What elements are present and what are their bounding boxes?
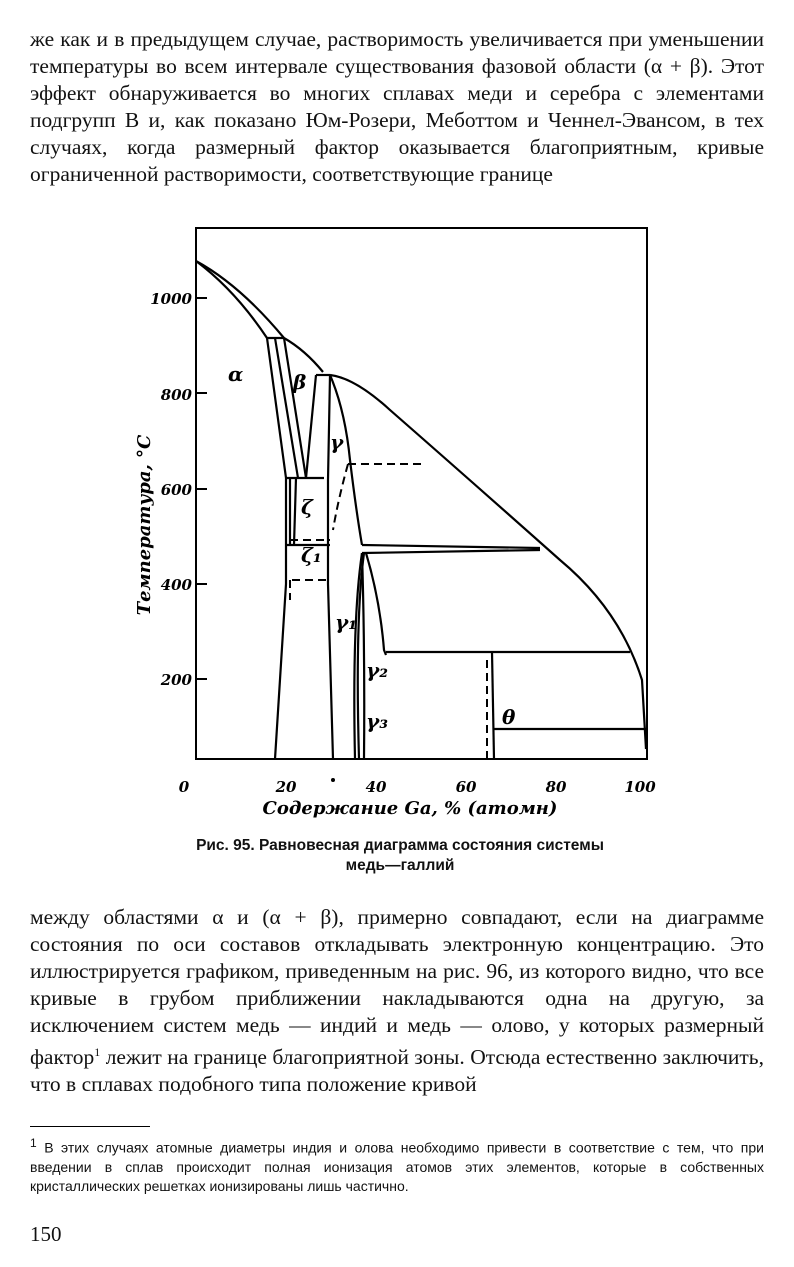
zeta-right xyxy=(294,478,296,545)
page-number: 150 xyxy=(30,1222,62,1246)
dashed-boundaries xyxy=(290,464,487,759)
plot-frame xyxy=(196,228,647,759)
x-tick-label: 40 xyxy=(365,778,387,796)
y-tick-label: 600 xyxy=(160,481,192,499)
x-axis-label: Содержание Ga, % (атомн) xyxy=(262,798,558,819)
x-tick-label: 0 xyxy=(178,778,190,796)
x-tick-labels xyxy=(179,778,656,796)
body-text-end: лежит на границе благоприятной зоны. Отсюда естественно заключить, что в сплавах подобного типа положение кривой xyxy=(30,1045,764,1097)
phase-label-gamma1: γ₁ xyxy=(335,610,357,634)
x-tick-label: 80 xyxy=(545,778,567,796)
footnote-rule xyxy=(30,1126,150,1127)
body-text: между областями α и (α + β), примерно совпадают, если на диаграмме состояния по оси составов откладывать электронную концентрацию. Это иллюстрируется графиком, приведенным на рис. 96, из которого видно, что все кривые в грубом приближении накладываются одна на другую, за исключением систем медь — индий и медь — олово, у которых размерный фактор xyxy=(30,905,764,1070)
horizontal-470 xyxy=(362,550,540,553)
caption-line-1: Рис. 95. Равновесная диаграмма состояния системы xyxy=(196,837,604,854)
dashed-gamma-left xyxy=(333,464,348,530)
phase-label-alpha: α xyxy=(228,362,244,386)
gamma1-dome-right xyxy=(366,553,386,655)
body-paragraph-bottom xyxy=(30,904,764,1098)
phase-label-gamma: γ xyxy=(330,430,344,454)
alpha-solvus xyxy=(267,338,286,759)
phase-label-zeta: ζ xyxy=(301,495,313,519)
phase-label-gamma3: γ₃ xyxy=(366,709,388,733)
horizontal-480-top xyxy=(362,545,540,548)
y-tick-label: 400 xyxy=(160,576,192,594)
phase-label-zeta1: ζ₁ xyxy=(301,543,322,567)
figure-caption xyxy=(120,836,680,876)
solidus-alpha xyxy=(196,261,267,338)
y-tick-labels xyxy=(150,290,192,689)
footnote-text: В этих случаях атомные диаметры индия и олова необходимо привести в соответствие с тем, что при введении в сплав происходит полная ионизация атомов этих элементов, которые в собственных кристаллических решетках ионизированы лишь частично. xyxy=(30,1139,764,1194)
x-tick-label: 20 xyxy=(275,778,297,796)
phase-boundaries xyxy=(196,261,646,759)
gamma2-boundary xyxy=(362,553,364,759)
y-tick-label: 200 xyxy=(160,671,192,689)
x-tick-label: 100 xyxy=(624,778,656,796)
phase-label-gamma2: γ₂ xyxy=(366,658,388,682)
beta-gamma-left xyxy=(306,375,316,478)
footnote-reference: 1 xyxy=(94,1045,101,1059)
phase-label-theta: θ xyxy=(502,705,516,729)
body-paragraph-top: же как и в предыдущем случае, растворимость увеличивается при уменьшении температуры во всем интервале существования фазовой области (α + β). Этот эффект обнаруживается во многих сплавах меди и серебра с элементами подгрупп B и, как показано Юм-Розери, Меботтом и Ченнел-Эвансом, в тех случаях, когда размерный фактор оказывается благоприятным, кривые ограниченной растворимости, соответствующие границе xyxy=(30,27,764,186)
phase-diagram-figure xyxy=(0,210,794,830)
footnote xyxy=(30,1134,764,1196)
y-tick-label: 1000 xyxy=(150,290,192,308)
y-axis-label: Температура, °C xyxy=(134,434,155,616)
footnote-mark: 1 xyxy=(30,1136,37,1150)
theta-right xyxy=(492,652,494,759)
y-tick-label: 800 xyxy=(160,386,192,404)
y-axis-ticks xyxy=(196,298,207,679)
phase-label-beta: β xyxy=(293,370,307,394)
x-tick-label: 60 xyxy=(455,778,477,796)
x-axis-mark-dot xyxy=(331,778,335,782)
caption-line-2: медь—галлий xyxy=(345,857,455,874)
